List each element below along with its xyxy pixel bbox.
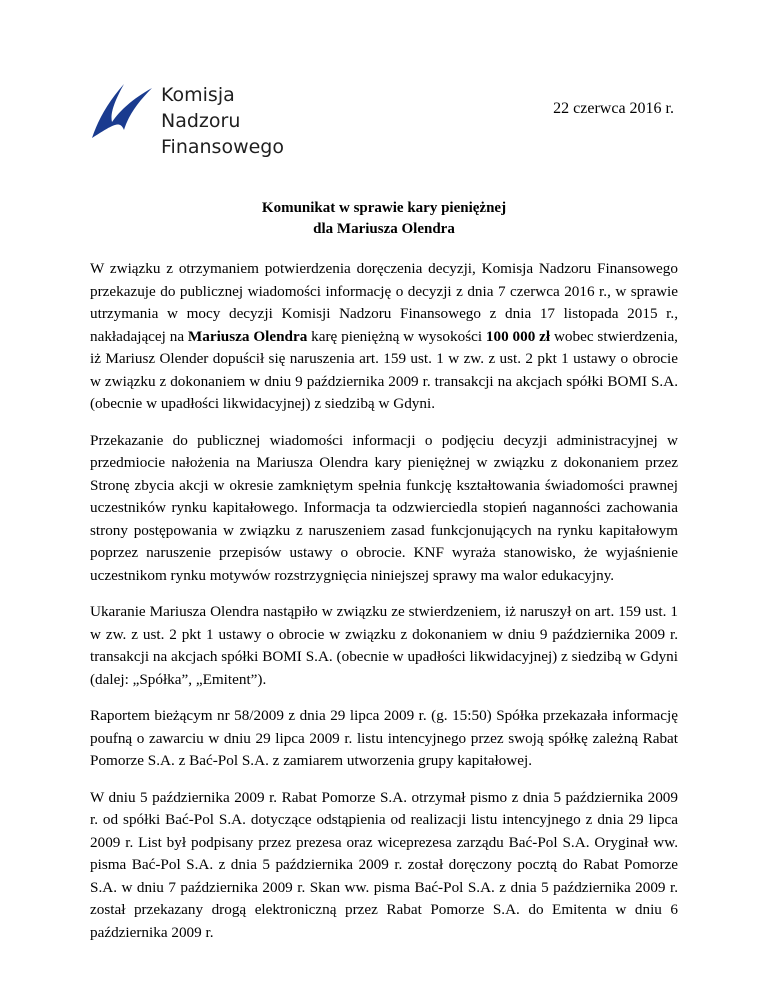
title-line-2: dla Mariusza Olendra — [313, 221, 455, 237]
knf-emblem-icon — [90, 80, 156, 142]
paragraph-4: Raportem bieżącym nr 58/2009 z dnia 29 lipca 2009 r. (g. 15:50) Spółka przekazała informację poufną o zawarciu w dniu 29 lipca 2009 r. listu intencyjnego przez swoją spółkę zależną Rabat Pomorze S.A. z Bać-Pol S.A. z zamiarem utworzenia grupy kapitałowej. — [90, 707, 678, 769]
paragraph-1 — [90, 258, 678, 416]
paragraph-2: Przekazanie do publicznej wiadomości informacji o podjęciu decyzji administracyjnej w przedmiocie nałożenia na Mariusza Olendra kary pieniężnej w związku z dokonaniem przez Stronę zbycia akcji w okresie zamkniętym spełnia funkcję kształtowania świadomości prawnej uczestników rynku kapitałowego. Informacja ta odzwierciedla stopień naganności zachowania strony postępowania w związku z naruszeniem zasad funkcjonujących na rynku kapitałowym poprzez naruszenie przepisów ustawy o obrocie. KNF wyraża stanowisko, że wyjaśnienie uczestnikom rynku motywów rozstrzygnięcia niniejszej sprawy ma walor edukacyjny. — [90, 431, 678, 584]
paragraph-3: Ukaranie Mariusza Olendra nastąpiło w związku ze stwierdzeniem, iż naruszył on art. 159 ust. 1 w zw. z ust. 2 pkt 1 ustawy o obrocie w związku z dokonaniem w dniu 9 października 2009 r. transakcji na akcjach spółki BOMI S.A. (obecnie w upadłości likwidacyjnej) z siedzibą w Gdyni (dalej: „Spółka”, „Emitent”). — [90, 603, 678, 688]
logo-line-1: Komisja — [161, 84, 235, 106]
title-line-1: Komunikat w sprawie kary pieniężnej — [261, 200, 507, 216]
logo-line-3: Finansowego — [161, 136, 284, 158]
knf-logo — [90, 80, 290, 170]
penalized-person-name: Mariusza Olendra — [187, 327, 308, 345]
paragraph-1-text-c: wobec stwierdzenia, iż Mariusz Olender dopuścił się naruszenia art. 159 ust. 1 w zw. z ust. 2 pkt 1 ustawy o obrocie w związku z dokonaniem w dniu 9 października 2009 r. transakcji na akcjach spółki BOMI S.A. (obecnie w upadłości likwidacyjnej) z siedzibą w Gdyni. — [90, 327, 678, 412]
document-date: 22 czerwca 2016 r. — [553, 100, 674, 117]
penalty-amount: 100 000 zł — [485, 327, 551, 345]
document-body — [90, 258, 678, 958]
logo-wordmark — [161, 82, 284, 160]
document-title — [90, 198, 678, 240]
paragraph-5: W dniu 5 października 2009 r. Rabat Pomorze S.A. otrzymał pismo z dnia 5 października 2009 r. od spółki Bać-Pol S.A. dotyczące odstąpienia od realizacji listu intencyjnego z dnia 29 lipca 2009 r. List był podpisany przez prezesa oraz wiceprezesa zarządu Bać-Pol S.A. Oryginał ww. pisma Bać-Pol S.A. z dnia 5 października 2009 r. został doręczony pocztą do Rabat Pomorze S.A. w dniu 7 października 2009 r. Skan ww. pisma Bać-Pol S.A. z dnia 5 października 2009 r. został przekazany drogą elektroniczną przez Rabat Pomorze S.A. do Emitenta w dniu 6 października 2009 r. — [90, 788, 678, 941]
paragraph-1-text-b: karę pieniężną w wysokości — [307, 327, 486, 345]
logo-line-2: Nadzoru — [161, 110, 241, 132]
paragraph-1-text-a: W związku z otrzymaniem potwierdzenia doręczenia decyzji, Komisja Nadzoru Finansowego przekazuje do publicznej wiadomości informację o decyzji z dnia 7 czerwca 2016 r., w sprawie utrzymania w mocy decyzji Komisji Nadzoru Finansowego z dnia 17 listopada 2015 r., nakładającej na — [90, 260, 678, 345]
